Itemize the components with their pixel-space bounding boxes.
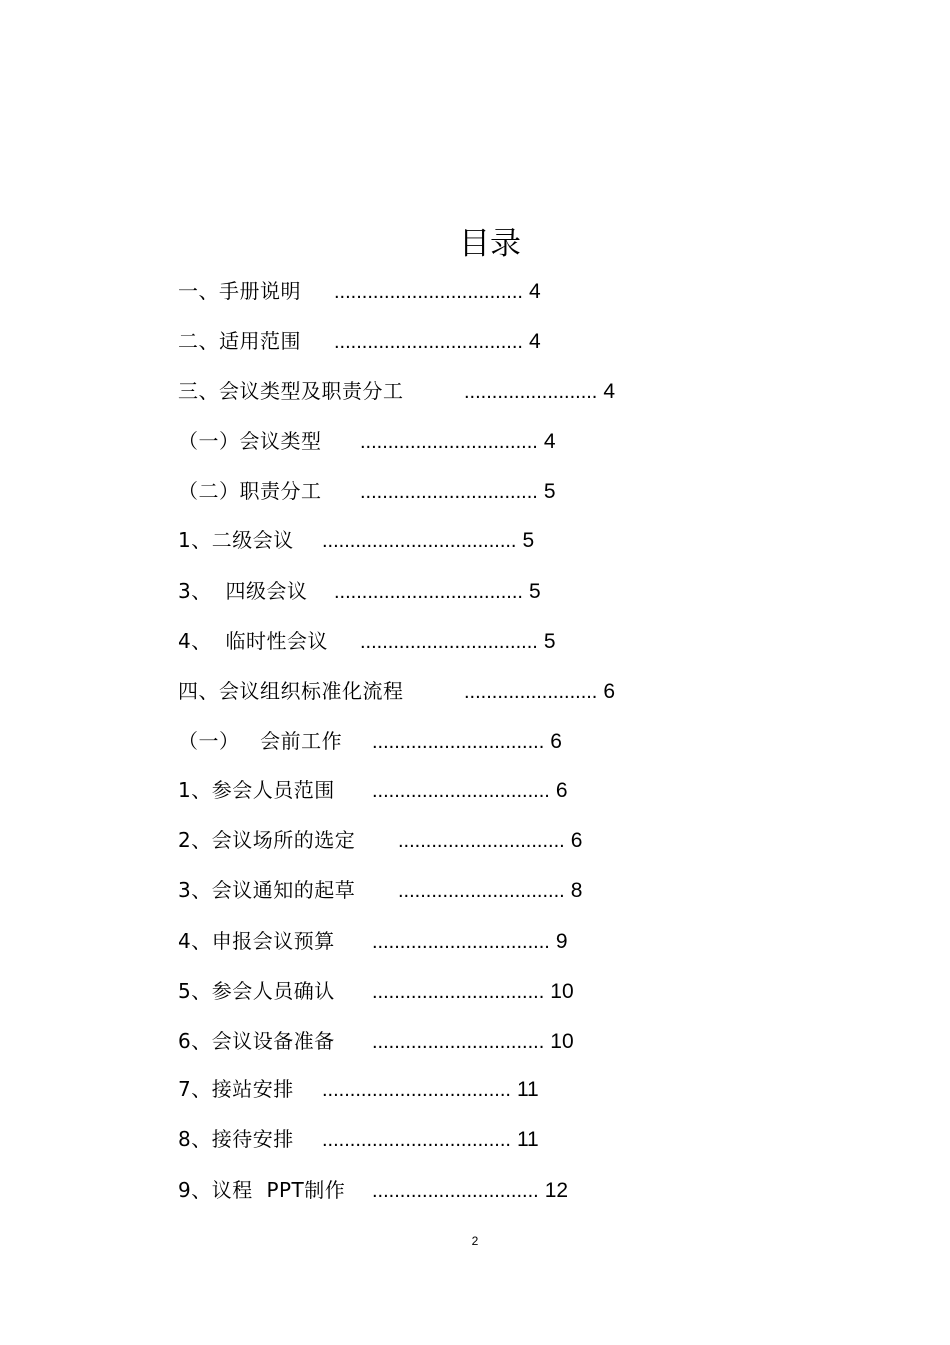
toc-entry[interactable] (178, 825, 582, 855)
toc-entry[interactable] (178, 476, 556, 506)
toc-entry[interactable] (178, 1026, 574, 1056)
toc-entry-leader: .................................. (322, 1129, 511, 1151)
toc-entry-leader: ............................... (372, 731, 545, 753)
toc-entry-page: 6 (570, 829, 583, 852)
toc-entry-page: 4 (543, 430, 556, 453)
toc-entry-leader: ........................ (464, 381, 598, 403)
toc-entry-label: 二、适用范围 (178, 329, 301, 353)
toc-entry-page: 4 (603, 380, 616, 403)
toc-entry-page: 6 (603, 680, 616, 703)
toc-entry[interactable] (178, 976, 574, 1006)
toc-entry-leader: ............................... (372, 1031, 545, 1053)
toc-entry-label: 8、接待安排 (178, 1127, 294, 1151)
toc-entry[interactable] (178, 875, 582, 905)
toc-entry-leader: .................................. (334, 331, 523, 353)
toc-entry-label: 9、议程 PPT制作 (178, 1178, 346, 1202)
toc-entry-label: 1、参会人员范围 (178, 778, 335, 802)
toc-entry-page: 5 (522, 529, 535, 552)
toc-entry-page: 10 (550, 1030, 574, 1053)
toc-entry-leader: ................................ (360, 431, 538, 453)
toc-entry-label: 4、申报会议预算 (178, 929, 335, 953)
toc-entry-label: 7、接站安排 (178, 1077, 294, 1101)
toc-entry-page: 6 (555, 779, 568, 802)
toc-entry-label: 3、会议通知的起草 (178, 878, 356, 902)
toc-entry-label: 4、 临时性会议 (178, 629, 328, 653)
toc-entry-page: 5 (528, 580, 541, 603)
toc-entry-leader: ................................ (372, 931, 550, 953)
toc-entry[interactable] (178, 775, 568, 805)
toc-title: 目录 (459, 226, 521, 262)
toc-entry-leader: .................................. (334, 281, 523, 303)
toc-entry[interactable] (178, 626, 556, 656)
toc-entry[interactable] (178, 326, 541, 356)
toc-entry-label: 三、会议类型及职责分工 (178, 379, 404, 403)
toc-entry[interactable] (178, 426, 556, 456)
toc-entry-leader: ................................ (360, 481, 538, 503)
toc-entry-label: 5、参会人员确认 (178, 979, 335, 1003)
page-number: 2 (471, 1234, 479, 1248)
toc-entry-leader: .................................. (334, 581, 523, 603)
toc-entry[interactable] (178, 926, 568, 956)
toc-entry-page: 5 (543, 630, 556, 653)
toc-entry-page: 6 (550, 730, 562, 753)
toc-entry[interactable] (178, 1074, 539, 1104)
toc-entry-label: （二）职责分工 (178, 479, 322, 503)
toc-entry[interactable] (178, 676, 615, 706)
toc-entry-leader: ................................ (360, 631, 538, 653)
toc-entry-leader: .............................. (398, 880, 565, 902)
toc-entry[interactable] (178, 576, 541, 606)
toc-entry-page: 12 (544, 1179, 569, 1202)
toc-entry-label: 1、二级会议 (178, 528, 294, 552)
toc-entry-label: 6、会议设备准备 (178, 1029, 335, 1053)
toc-entry[interactable] (178, 376, 615, 406)
toc-entry-leader: ................................ (372, 780, 550, 802)
toc-entry-leader: ........................ (464, 681, 598, 703)
toc-entry-label: 2、会议场所的选定 (178, 828, 356, 852)
toc-entry-page: 8 (570, 879, 583, 902)
toc-entry-page: 4 (528, 330, 541, 353)
toc-entry-leader: .............................. (398, 830, 565, 852)
toc-entry-label: （一） 会前工作 (178, 729, 343, 753)
toc-entry-page: 5 (543, 480, 556, 503)
toc-entry-label: （一）会议类型 (178, 429, 322, 453)
toc-entry-leader: .................................. (322, 1079, 511, 1101)
toc-entry-label: 3、 四级会议 (178, 579, 308, 603)
toc-entry[interactable] (178, 276, 541, 306)
toc-entry[interactable] (178, 1124, 539, 1154)
toc-entry[interactable] (178, 1175, 568, 1205)
toc-entry-page: 4 (528, 280, 541, 303)
toc-entry-page: 11 (516, 1078, 539, 1101)
toc-entry-page: 10 (550, 980, 574, 1003)
toc-entry-leader: .............................. (372, 1180, 539, 1202)
toc-entry-leader: ............................... (372, 981, 545, 1003)
toc-entry-label: 一、手册说明 (178, 279, 301, 303)
toc-entry-page: 9 (555, 930, 568, 953)
toc-entry[interactable] (178, 726, 562, 756)
toc-entry[interactable] (178, 525, 534, 555)
toc-entry-label: 四、会议组织标准化流程 (178, 679, 404, 703)
toc-entry-page: 11 (516, 1128, 539, 1151)
toc-entry-leader: ................................... (322, 530, 517, 552)
